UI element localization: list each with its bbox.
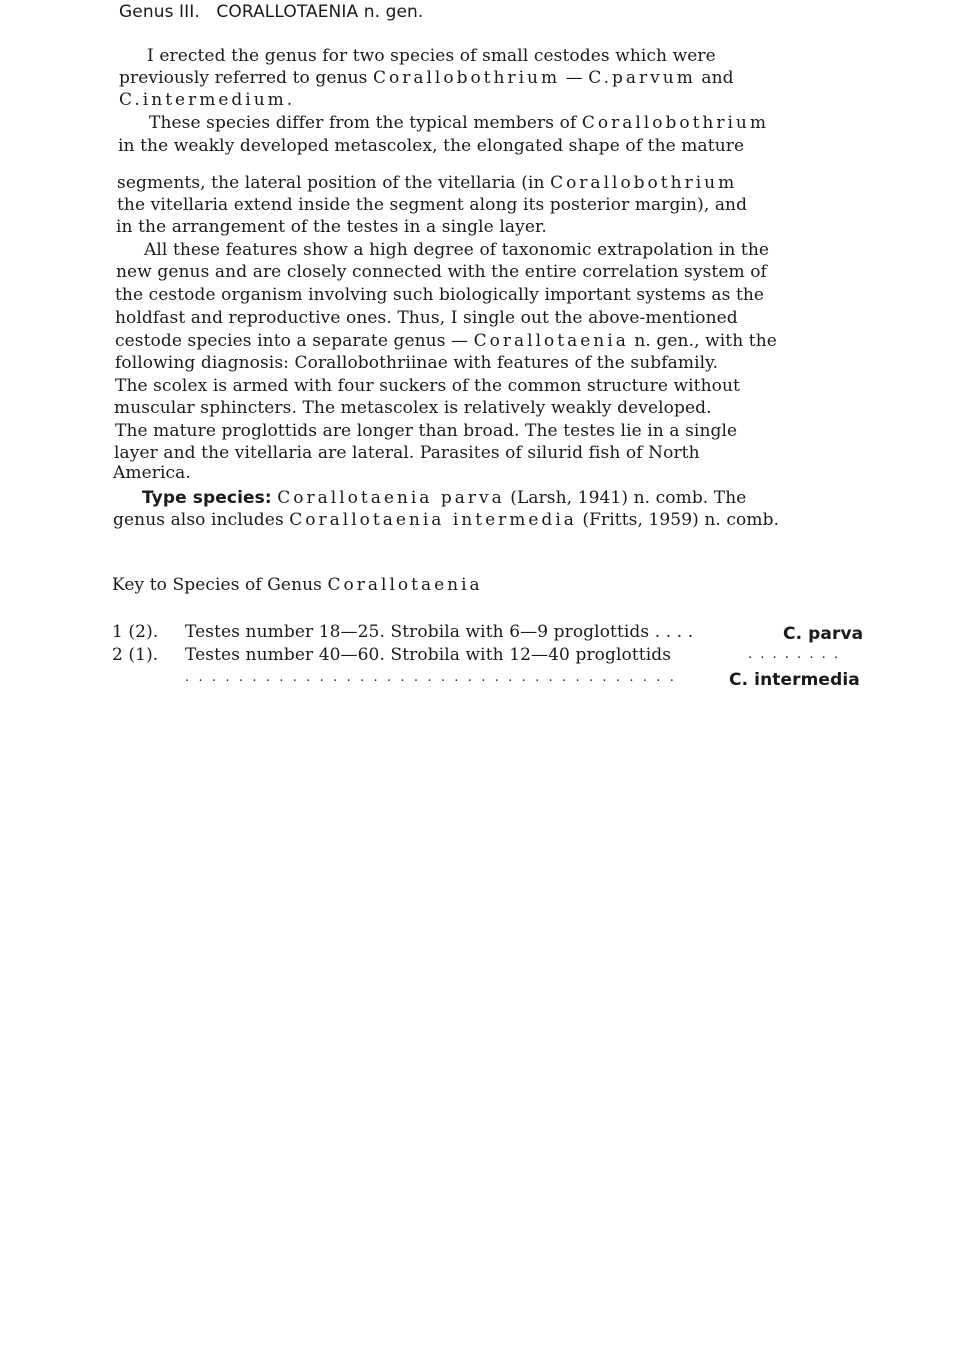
type-species-label: Type species: <box>142 488 272 508</box>
genus-heading-name: CORALLOTAENIA n. gen. <box>216 2 424 22</box>
genus-name-corallobothrium: Corallobothrium <box>581 113 770 133</box>
type-species-line1 <box>142 487 746 509</box>
para2-text: These species differ from the typical members of <box>149 113 582 133</box>
para3-text: n. gen., with the <box>628 331 777 351</box>
key-entry-num: 2 (1). <box>112 645 159 665</box>
key-title <box>112 574 483 596</box>
key-title-text: Key to Species of Genus <box>112 575 328 595</box>
key-entry-dots: . . . . . . . . . . . . . . . . . . . . . . . . . . . . . . . . . . . . . <box>185 670 677 685</box>
genus-name-corallobothrium: Corallobothrium <box>550 173 738 193</box>
para3-text: cestode species into a separate genus — <box>115 331 474 351</box>
genus-name-corallobothrium: Corallobothrium <box>372 68 561 88</box>
genus-name-corallotaenia: Corallotaenia <box>473 331 629 351</box>
key-entry-species: C. intermedia <box>729 670 860 690</box>
type-species-authority: (Fritts, 1959) n. comb. <box>576 510 780 530</box>
species-name-corallotaenia-intermedia: Corallotaenia intermedia <box>289 510 577 530</box>
para1-line2 <box>119 67 734 89</box>
type-species-text: genus also includes <box>113 510 290 530</box>
species-name-cparvum: C.parvum <box>588 68 696 88</box>
species-name-corallotaenia-parva: Corallotaenia parva <box>277 488 505 508</box>
para2-text: segments, the lateral position of the vitellaria (in <box>117 173 551 193</box>
para1-text: previously referred to genus <box>119 68 373 88</box>
species-name-cintermedium: C.intermedium. <box>119 90 296 110</box>
para3-line2: new genus and are closely connected with the entire correlation system of <box>116 262 767 282</box>
para2-line2: in the weakly developed metascolex, the elongated shape of the mature <box>118 136 745 156</box>
genus-heading <box>119 1 423 23</box>
para3-line3: the cestode organism involving such biologically important systems as the <box>115 285 765 305</box>
para3-line11: America. <box>113 463 191 483</box>
genus-heading-prefix: Genus III. <box>119 2 200 22</box>
para2-line5: in the arrangement of the testes in a single layer. <box>116 217 547 237</box>
key-entry-dots: . . . . . . . . <box>748 647 840 662</box>
para2-line4: the vitellaria extend inside the segment along its posterior margin), and <box>117 195 748 215</box>
para2-line1 <box>149 112 769 134</box>
para1-dash: — <box>560 68 589 88</box>
key-entry-num: 1 (2). <box>112 622 159 642</box>
key-entry-text: Testes number 40—60. Strobila with 12—40 proglottids <box>185 645 672 665</box>
para3-line6: following diagnosis: Corallobothriinae with features of the subfamily. <box>115 353 719 373</box>
para3-line1: All these features show a high degree of taxonomic extrapolation in the <box>144 240 770 260</box>
para2-line3 <box>117 172 737 194</box>
para3-line7: The scolex is armed with four suckers of the common structure without <box>115 376 740 396</box>
key-entry-text: Testes number 18—25. Strobila with 6—9 proglottids . . . . <box>185 622 694 642</box>
type-species-authority: (Larsh, 1941) n. comb. The <box>504 488 747 508</box>
para3-line4: holdfast and reproductive ones. Thus, I single out the above-mentioned <box>115 308 738 328</box>
type-species-line2 <box>113 509 779 531</box>
key-entry-species: C. parva <box>783 624 864 644</box>
para3-line9: The mature proglottids are longer than broad. The testes lie in a single <box>115 421 738 441</box>
para1-line1: I erected the genus for two species of small cestodes which were <box>147 46 716 66</box>
para3-line5 <box>115 330 777 352</box>
key-title-genus: Corallotaenia <box>327 575 483 595</box>
para3-line8: muscular sphincters. The metascolex is relatively weakly developed. <box>114 398 712 418</box>
para1-and: and <box>695 68 734 88</box>
para3-line10: layer and the vitellaria are lateral. Parasites of silurid fish of North <box>114 443 700 463</box>
